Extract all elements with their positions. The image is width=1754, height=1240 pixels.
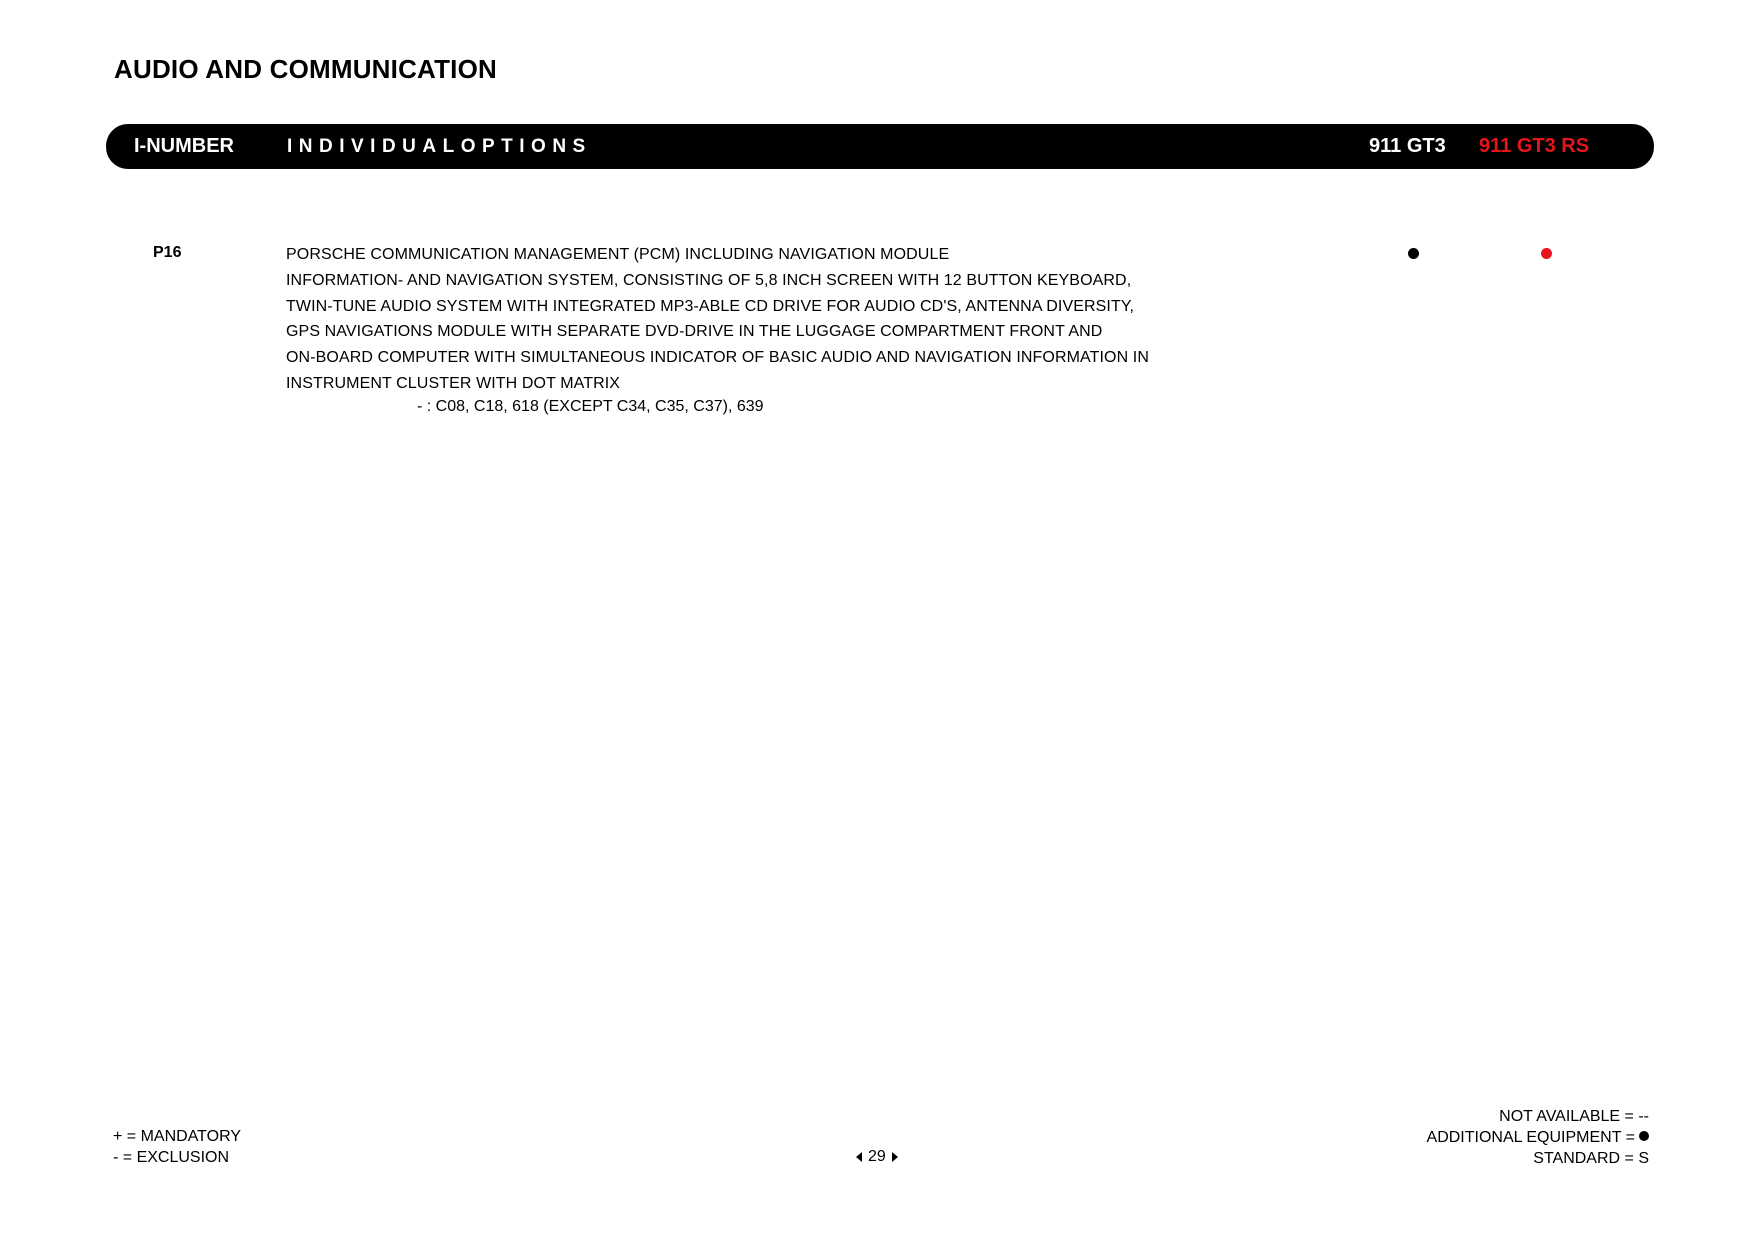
legend-mandatory: + = MANDATORY bbox=[113, 1128, 242, 1145]
availability-dot-gt3rs bbox=[1541, 248, 1552, 259]
pager bbox=[856, 1148, 898, 1166]
header-model-gt3rs: 911 GT3 RS bbox=[1479, 135, 1590, 157]
previous-page-icon[interactable] bbox=[856, 1152, 862, 1162]
next-page-icon[interactable] bbox=[892, 1152, 898, 1162]
legend-additional-equipment bbox=[1427, 1127, 1649, 1148]
page-number: 29 bbox=[868, 1148, 886, 1165]
option-exclusions: - : C08, C18, 618 (EXCEPT C34, C35, C37), 639 bbox=[417, 398, 764, 415]
legend-not-available: NOT AVAILABLE = -- bbox=[1499, 1108, 1649, 1125]
option-description-line: PORSCHE COMMUNICATION MANAGEMENT (PCM) INCLUDING NAVIGATION MODULE bbox=[286, 246, 950, 263]
table-header-bar bbox=[106, 124, 1654, 169]
header-model-gt3: 911 GT3 bbox=[1369, 135, 1446, 157]
option-description-line: TWIN-TUNE AUDIO SYSTEM WITH INTEGRATED MP3-ABLE CD DRIVE FOR AUDIO CD'S, ANTENNA DIVERSITY, bbox=[286, 297, 1135, 315]
option-code: P16 bbox=[153, 244, 182, 261]
page-title: AUDIO AND COMMUNICATION bbox=[114, 54, 498, 84]
bullet-icon bbox=[1639, 1131, 1649, 1141]
legend-exclusion: - = EXCLUSION bbox=[113, 1149, 230, 1166]
legend-additional-label: ADDITIONAL EQUIPMENT = bbox=[1426, 1129, 1635, 1146]
option-description-line: INSTRUMENT CLUSTER WITH DOT MATRIX bbox=[286, 374, 621, 392]
legend-left bbox=[113, 1126, 241, 1168]
availability-dot-gt3 bbox=[1408, 248, 1419, 259]
header-i-number: I-NUMBER bbox=[134, 135, 234, 157]
header-individual-options: INDIVIDUALOPTIONS bbox=[287, 136, 592, 157]
option-description-line: GPS NAVIGATIONS MODULE WITH SEPARATE DVD-DRIVE IN THE LUGGAGE COMPARTMENT FRONT AND bbox=[286, 323, 1103, 341]
legend-right bbox=[1427, 1106, 1649, 1169]
legend-standard: STANDARD = S bbox=[1533, 1150, 1649, 1167]
option-description-line: INFORMATION- AND NAVIGATION SYSTEM, CONSISTING OF 5,8 INCH SCREEN WITH 12 BUTTON KEYBOARD, bbox=[286, 271, 1132, 289]
option-description bbox=[286, 242, 1226, 397]
option-description-line: ON-BOARD COMPUTER WITH SIMULTANEOUS INDICATOR OF BASIC AUDIO AND NAVIGATION INFORMATION IN bbox=[286, 349, 1149, 367]
